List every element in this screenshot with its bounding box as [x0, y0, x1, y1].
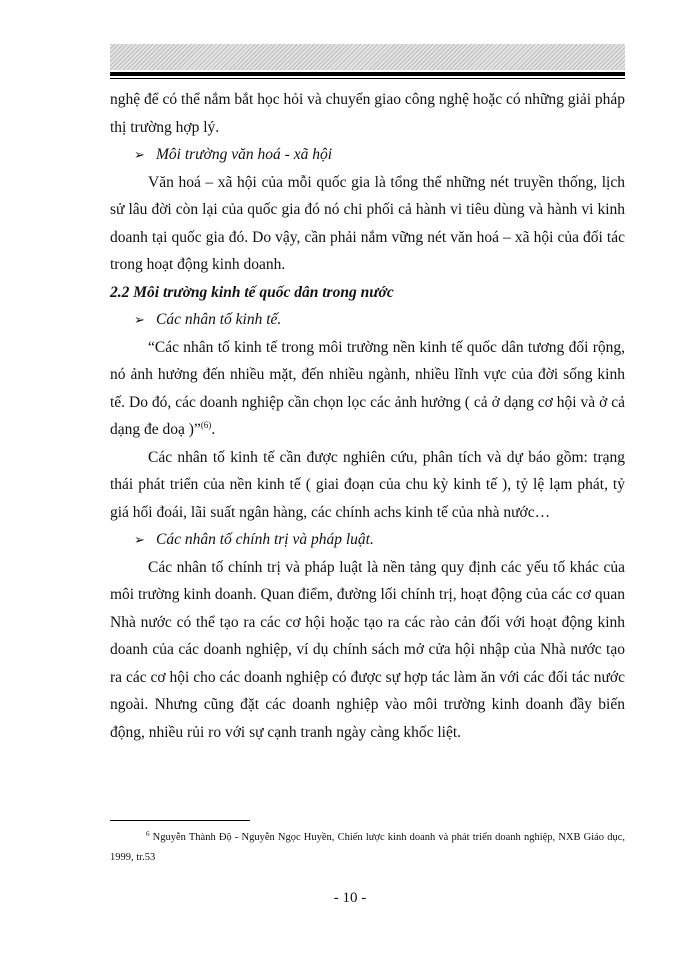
footnote-text: Nguyễn Thành Độ - Nguyễn Ngọc Huyền, Chiến lược kinh doanh và phát triển doanh nghiệp, NXB Giáo dục, 1999, tr.53: [110, 832, 625, 863]
header-rule-thick: [110, 72, 625, 76]
body-text: [110, 86, 625, 746]
paragraph-continuation: nghệ để có thể nắm bắt học hỏi và chuyển giao công nghệ hoặc có những giải pháp thị trường hợp lý.: [110, 91, 626, 136]
quote-text: “Các nhân tố kinh tế trong môi trường nền kinh tế quốc dân tương đối rộng, nó ảnh hưởng đến nhiều mặt, đến nhiều ngành, nhiều lĩnh vực của đời sống kinh tế. Do đó, các doanh nghiệp cần chọn lọc các ảnh hưởng ( cả ở dạng cơ hội và ở cả dạng đe doạ )”: [110, 338, 625, 438]
bullet-culture-label: Môi trường văn hoá - xã hội: [156, 146, 333, 163]
arrow-bullet-icon: ➢: [134, 312, 145, 327]
bullet-economic-factors: [110, 306, 625, 334]
page-number: - 10 -: [333, 890, 367, 906]
section-heading-2-2: 2.2 Môi trường kinh tế quốc dân trong nước: [110, 283, 394, 301]
footnote-number: 6: [146, 830, 150, 838]
header-rule-thin: [110, 78, 625, 79]
paragraph-economic-quote: [110, 334, 625, 444]
paragraph-economic-factors: Các nhân tố kinh tế cần được nghiên cứu, phân tích và dự báo gồm: trạng thái phát triển của nền kinh tế ( giai đoạn của chu kỳ kinh tế ), tỷ lệ lạm phát, tỷ giá hối đoái, lãi suất ngân hàng, các chính achs kinh tế của nhà nước…: [110, 448, 625, 521]
bullet-political-legal: [110, 526, 625, 554]
bullet-culture-society: [110, 141, 625, 169]
quote-end: .: [211, 421, 216, 438]
footnote-separator: [110, 820, 250, 821]
paragraph-political-legal: Các nhân tố chính trị và pháp luật là nền tảng quy định các yếu tố khác của môi trường kinh doanh. Quan điểm, đường lối chính trị, hoạt động của các cơ quan Nhà nước có thể tạo ra các cơ hội hoặc tạo ra các rào cản đối với hoạt động kinh doanh của các doanh nghiệp, ví dụ chính sách mở cửa hội nhập của Nhà nước tạo ra các cơ hội cho các doanh nghiệp có được sự hợp tác làm ăn với các đối tác nước ngoài. Nhưng cũng đặt các doanh nghiệp vào môi trường kinh doanh đầy biến động, nhiều rủi ro với sự cạnh tranh ngày càng khốc liệt.: [110, 558, 625, 741]
bullet-political-label: Các nhân tố chính trị và pháp luật.: [156, 531, 374, 548]
header-decoration-band: [110, 44, 625, 70]
arrow-bullet-icon: ➢: [134, 147, 145, 162]
footnote: [110, 828, 625, 868]
arrow-bullet-icon: ➢: [134, 532, 145, 547]
paragraph-culture: Văn hoá – xã hội của mỗi quốc gia là tổng thể những nét truyền thống, lịch sử lâu đời còn lại của quốc gia đó nó chi phối cả hành vi tiêu dùng và hành vi kinh doanh tại quốc gia đó. Do vậy, cần phải nắm vững nét văn hoá – xã hội của đối tác trong hoạt động kinh doanh.: [110, 173, 625, 273]
bullet-economic-label: Các nhân tố kinh tế.: [156, 311, 282, 328]
footnote-reference: (6): [200, 420, 212, 430]
